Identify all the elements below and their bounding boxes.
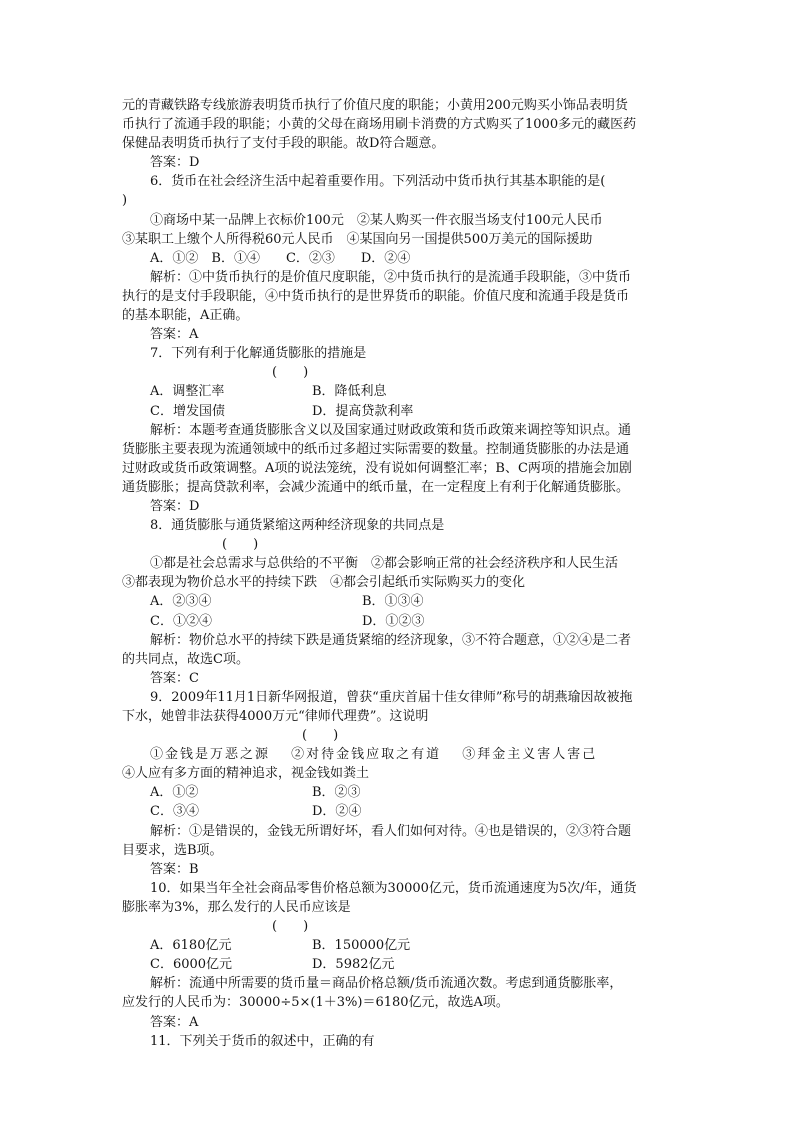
options-row <box>122 382 670 401</box>
question-paren: ) <box>122 193 128 209</box>
document-page <box>122 96 670 1051</box>
question-paren: ( ) <box>272 365 309 381</box>
options-row <box>122 402 670 421</box>
option-c: C．增发国债 <box>150 403 225 419</box>
question-9: 9．2009年11月1日新华网报道，曾获“重庆首届十佳女律师”称号的胡燕瑜因故被拖 <box>150 689 633 705</box>
analysis-line: 通货膨胀；提高贷款利率，会减少流通中的纸币量，在一定程度上有利于化解通货膨胀。 <box>122 479 630 495</box>
option-b: B．②③ <box>312 785 361 801</box>
statement-line: ③某职工上缴个人所得税60元人民币 ④某国向另一国提供500万美元的国际援助 <box>122 231 593 247</box>
options-row <box>122 592 670 611</box>
question-line: 下水，她曾非法获得4000万元“律师代理费”。这说明 <box>122 709 429 724</box>
question-paren: ( ) <box>272 919 309 935</box>
question-11: 11．下列关于货币的叙述中，正确的有 <box>150 1033 375 1049</box>
analysis-line: 执行的是支付手段职能，④中货币执行的是世界货币的职能。价值尺度和流通手段是货币 <box>122 288 630 304</box>
options-line: A．①② B．①④ C．②③ D．②④ <box>150 250 411 266</box>
statement-line: ③都表现为物价总水平的持续下跌 ④都会引起纸币实际购买力的变化 <box>122 575 526 591</box>
options-row <box>122 955 670 974</box>
statement-line: ①都是社会总需求与总供给的不平衡 ②都会影响正常的社会经济秩序和人民生活 <box>150 556 619 572</box>
analysis-line: 目要求，选B项。 <box>122 842 223 858</box>
analysis-line: 解析：流通中所需要的货币量＝商品价格总额/货币流通次数。考虑到通货膨胀率， <box>150 976 623 992</box>
option-a: A．②③④ <box>150 594 212 610</box>
option-d: D．提高贷款利率 <box>312 403 414 419</box>
options-row <box>122 783 670 802</box>
option-d: D．5982亿元 <box>312 957 395 973</box>
statement-line: ①商场中某一品牌上衣标价100元 ②某人购买一件衣服当场支付100元人民币 <box>150 212 603 228</box>
analysis-line: 货膨胀主要表现为流通领域中的纸币过多超过实际需要的数量。控制通货膨胀的办法是通 <box>122 441 630 457</box>
answer-line: 答案：A <box>150 327 199 343</box>
options-row <box>122 802 670 821</box>
option-c: C．③④ <box>150 804 199 820</box>
option-a: A．调整汇率 <box>150 384 225 400</box>
answer-line: 答案：B <box>150 861 199 877</box>
question-line: 膨胀率为3%，那么发行的人民币应该是 <box>122 899 351 915</box>
question-6: 6．货币在社会经济生活中起着重要作用。下列活动中货币执行其基本职能的是( <box>150 174 606 190</box>
answer-line: 答案：D <box>150 498 200 514</box>
option-b: B．①③④ <box>362 594 424 610</box>
question-7: 7．下列有利于化解通货膨胀的措施是 <box>150 346 367 362</box>
options-row <box>122 612 670 631</box>
option-b: B．150000亿元 <box>312 938 411 954</box>
text-line: 保健品表明货币执行了支付手段的职能。故D符合题意。 <box>122 136 445 152</box>
option-a: A．6180亿元 <box>150 938 232 954</box>
question-10: 10．如果当年全社会商品零售价格总额为30000亿元，货币流通速度为5次/年，通货 <box>150 880 637 896</box>
analysis-line: 解析：物价总水平的持续下跌是通货紧缩的经济现象，③不符合题意，①②④是二者 <box>150 632 632 648</box>
answer-line: 答案：D <box>150 155 200 171</box>
text-line: 元的青藏铁路专线旅游表明货币执行了价值尺度的职能；小黄用200元购买小饰品表明货 <box>122 98 628 113</box>
option-b: B．降低利息 <box>312 384 387 400</box>
analysis-line: 解析：本题考查通货膨胀含义以及国家通过财政政策和货币政策来调控等知识点。通 <box>150 422 632 438</box>
option-d: D．①②③ <box>362 613 425 629</box>
option-a: A．①② <box>150 785 199 801</box>
text-line: 币执行了流通手段的职能；小黄的父母在商场用刷卡消费的方式购买了1000多元的藏医药 <box>122 117 637 133</box>
question-paren: ( ) <box>222 537 259 553</box>
analysis-line: 应发行的人民币为：30000÷5×(1＋3%)＝6180亿元，故选A项。 <box>122 995 509 1011</box>
analysis-line: 解析：①是错误的，金钱无所谓好坏，看人们如何对待。④也是错误的，②③符合题 <box>150 823 632 839</box>
question-paren: ( ) <box>302 728 339 744</box>
options-row <box>122 936 670 955</box>
analysis-line: 过财政或货币政策调整。A项的说法笼统，没有说如何调整汇率；B、C两项的措施会加剧 <box>122 460 632 476</box>
analysis-line: 解析：①中货币执行的是价值尺度职能，②中货币执行的是流通手段职能，③中货币 <box>150 269 632 285</box>
question-8: 8．通货膨胀与通货紧缩这两种经济现象的共同点是 <box>150 518 445 534</box>
analysis-line: 的基本职能，A正确。 <box>122 308 249 324</box>
option-d: D．②④ <box>312 804 362 820</box>
option-c: C．①②④ <box>150 613 212 629</box>
analysis-line: 的共同点，故选C项。 <box>122 651 249 667</box>
statement-line: ④人应有多方面的精神追求，视金钱如粪土 <box>122 766 370 782</box>
option-c: C．6000亿元 <box>150 957 233 973</box>
answer-line: 答案：C <box>150 670 199 686</box>
answer-line: 答案：A <box>150 1014 199 1030</box>
statement-line: ①金钱是万恶之源 ②对待金钱应取之有道 ③拜金主义害人害己 <box>150 747 598 763</box>
